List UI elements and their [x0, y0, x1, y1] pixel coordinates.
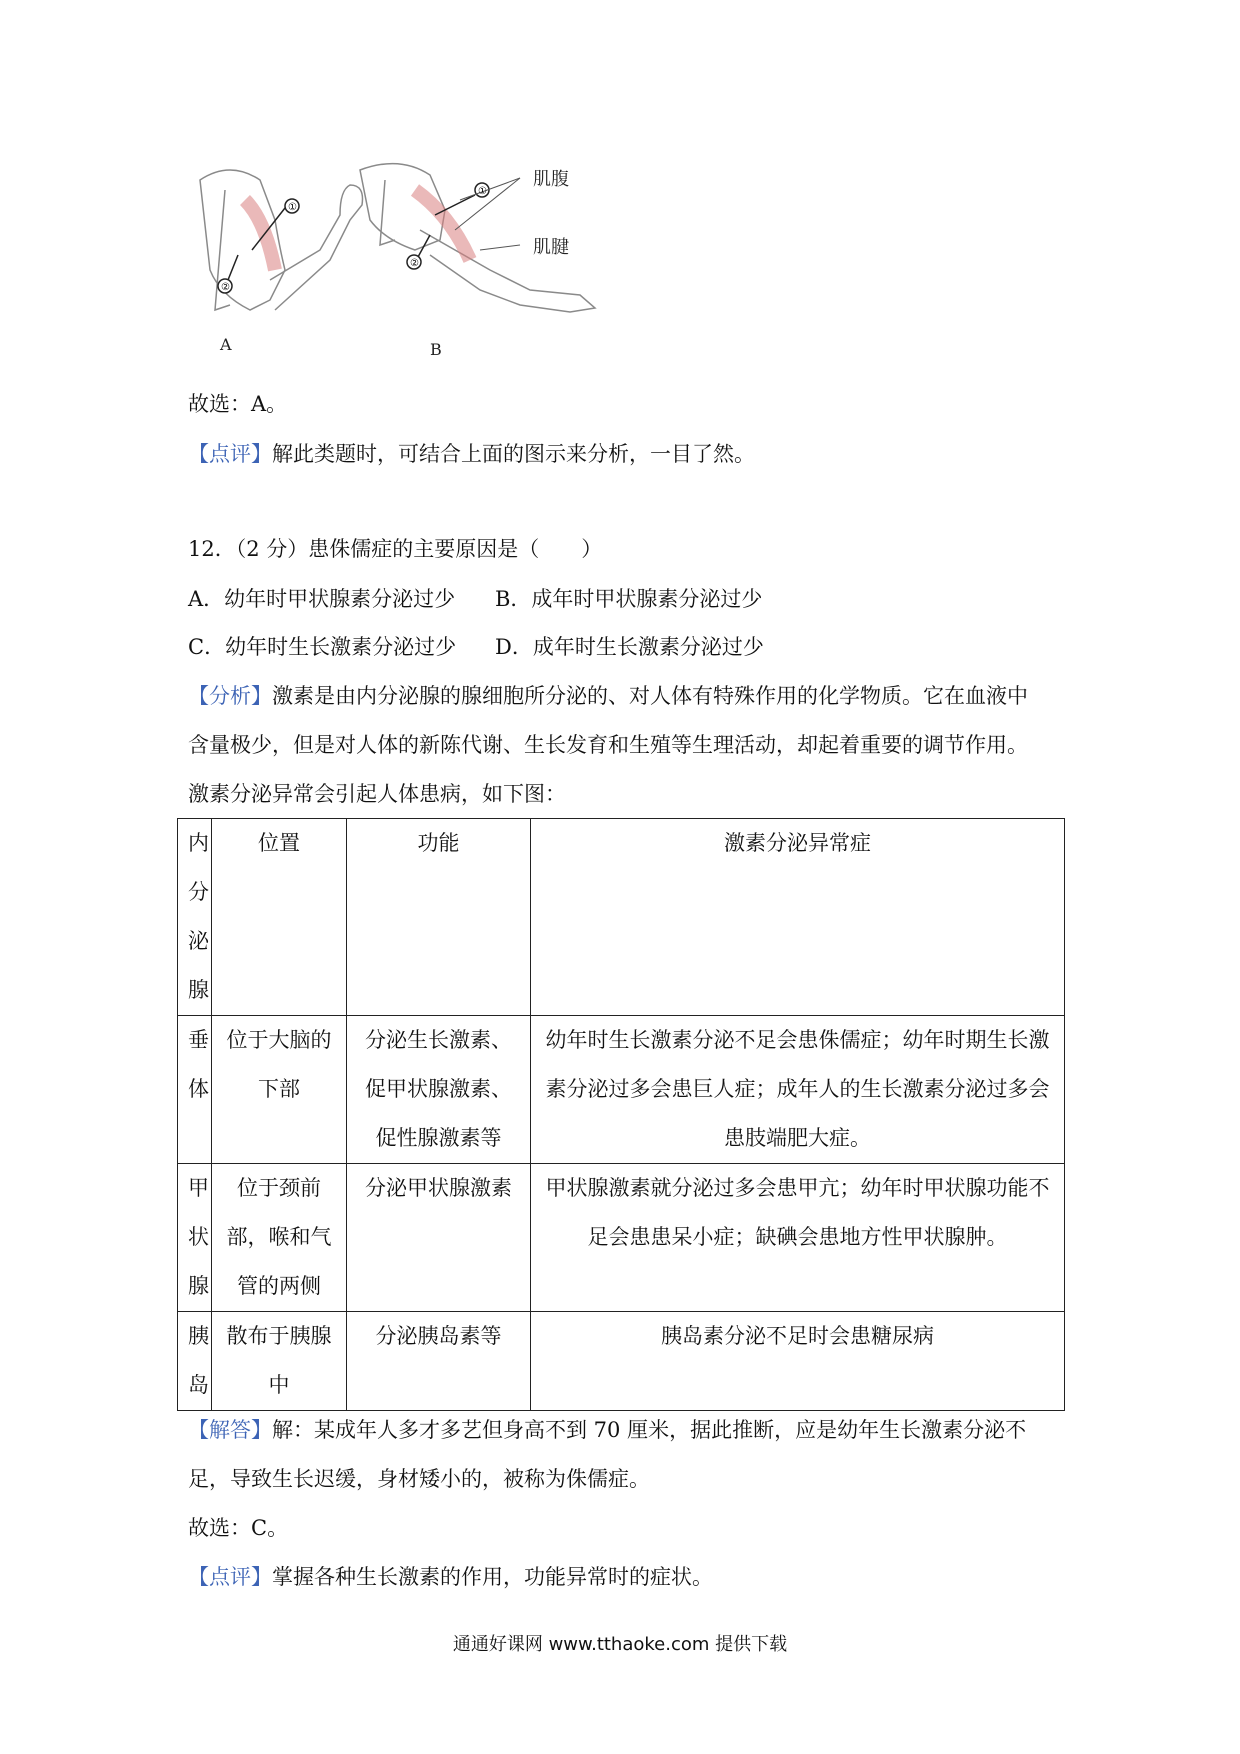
cell-function: 分泌甲状腺激素	[347, 1164, 531, 1312]
comment-text: 掌握各种生长激素的作用，功能异常时的症状。	[272, 1565, 713, 1589]
analysis-line-1	[188, 682, 1028, 710]
header-location: 位置	[212, 819, 347, 1016]
cell-location: 位于大脑的下部	[212, 1016, 347, 1164]
endocrine-gland-table	[177, 818, 1065, 1411]
page-footer: 通通好课网 www.tthaoke.com 提供下载	[452, 1634, 788, 1655]
analysis-tag: 【分析】	[188, 684, 272, 708]
cell-gland: 甲状腺	[178, 1164, 212, 1312]
question-stem: 12．（2 分）患侏儒症的主要原因是（ ）	[188, 537, 603, 561]
table-row	[178, 1312, 1065, 1411]
previous-comment	[188, 440, 755, 468]
cell-location: 散布于胰腺中	[212, 1312, 347, 1411]
cell-function: 分泌胰岛素等	[347, 1312, 531, 1411]
analysis-text-1: 激素是由内分泌腺的腺细胞所分泌的、对人体有特殊作用的化学物质。它在血液中	[272, 684, 1028, 708]
marker-1-b: ①	[478, 186, 487, 197]
label-a: A	[220, 335, 232, 354]
cell-disorder: 幼年时生长激素分泌不足会患侏儒症；幼年时期生长激素分泌过多会患巨人症；成年人的生长激素分泌过多会患肢端肥大症。	[531, 1016, 1065, 1164]
cell-disorder: 甲状腺激素就分泌过多会患甲亢；幼年时甲状腺功能不足会患患呆小症；缺碘会患地方性甲状腺肿。	[531, 1164, 1065, 1312]
tendon-label: 肌腱	[533, 237, 569, 258]
comment-text: 解此类题时，可结合上面的图示来分析，一目了然。	[272, 442, 755, 466]
solution-text-1: 解：某成年人多才多艺但身高不到 70 厘米，据此推断，应是幼年生长激素分泌不	[272, 1418, 1027, 1442]
label-b: B	[430, 340, 442, 359]
option-a: A．幼年时甲状腺素分泌过少	[188, 587, 456, 611]
header-disorder: 激素分泌异常症	[531, 819, 1065, 1016]
arm-muscle-figure	[190, 160, 690, 380]
cell-disorder: 胰岛素分泌不足时会患糖尿病	[531, 1312, 1065, 1411]
table-row	[178, 1016, 1065, 1164]
comment-tag: 【点评】	[188, 1565, 272, 1589]
analysis-line-3: 激素分泌异常会引起人体患病，如下图：	[188, 782, 566, 806]
table-row	[178, 1164, 1065, 1312]
option-b: B．成年时甲状腺素分泌过少	[495, 587, 763, 611]
comment	[188, 1563, 713, 1591]
answer: 故选：C。	[188, 1516, 289, 1540]
header-gland: 内分泌腺	[178, 819, 212, 1016]
table-header-row	[178, 819, 1065, 1016]
cell-function: 分泌生长激素、促甲状腺激素、促性腺激素等	[347, 1016, 531, 1164]
cell-gland: 垂体	[178, 1016, 212, 1164]
option-d: D．成年时生长激素分泌过少	[495, 635, 764, 659]
solution-line-1	[188, 1416, 1026, 1444]
marker-1-a: ①	[288, 202, 297, 213]
previous-answer: 故选：A。	[188, 392, 288, 416]
marker-2-a: ②	[221, 282, 230, 293]
option-c: C．幼年时生长激素分泌过少	[188, 635, 457, 659]
marker-2-b: ②	[410, 258, 419, 269]
cell-location: 位于颈前部，喉和气管的两侧	[212, 1164, 347, 1312]
analysis-line-2: 含量极少，但是对人体的新陈代谢、生长发育和生殖等生理活动，却起着重要的调节作用。	[188, 733, 1028, 757]
arm-muscle-diagram	[190, 160, 690, 380]
solution-line-2: 足，导致生长迟缓，身材矮小的，被称为侏儒症。	[188, 1467, 650, 1491]
solution-tag: 【解答】	[188, 1418, 272, 1442]
header-function: 功能	[347, 819, 531, 1016]
cell-gland: 胰岛	[178, 1312, 212, 1411]
comment-tag: 【点评】	[188, 442, 272, 466]
muscle-belly-label: 肌腹	[533, 169, 569, 190]
